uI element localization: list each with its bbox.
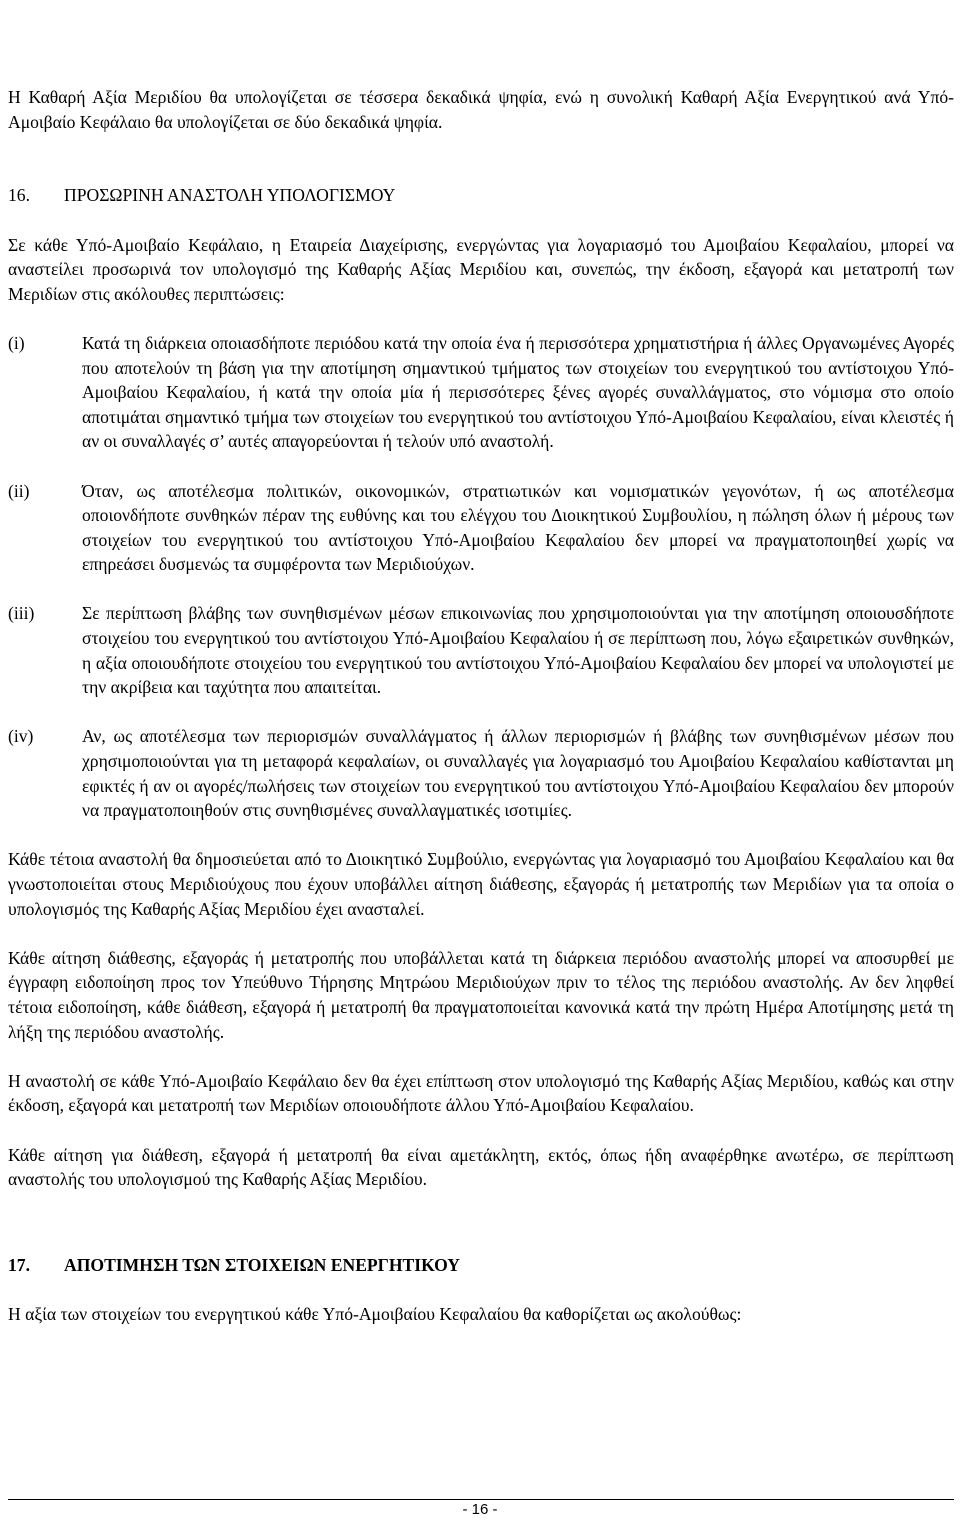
spacer <box>8 134 954 183</box>
list-item-i <box>8 331 954 454</box>
spacer <box>8 208 954 233</box>
section-17-title: ΑΠΟΤΙΜΗΣΗ ΤΩΝ ΣΤΟΙΧΕΙΩΝ ΕΝΕΡΓΗΤΙΚΟΥ <box>64 1254 461 1275</box>
withdrawal-paragraph: Κάθε αίτηση διάθεσης, εξαγοράς ή μετατροπής που υποβάλλεται κατά τη διάρκεια περιόδου αναστολής μπορεί να αποσυρθεί με έγγραφη ειδοποίηση προς τον Υπεύθυνο Τήρησης Μητρώου Μεριδιούχων πριν το τέλος της περιόδου αναστολής. Αν δεν ληφθεί τέτοια ειδοποίηση, κάθε διάθεση, εξαγορά ή μετατροπή θα πραγματοποιείται κανονικά κατά την πρώτη Ημέρα Αποτίμησης μετά τη λήξη της περιόδου αναστολής. <box>8 947 954 1042</box>
list-item-label: (iv) <box>8 726 34 747</box>
list-item-text: Σε περίπτωση βλάβης των συνηθισμένων μέσων επικοινωνίας που χρησιμοποιούνται για την αποτίμηση οποιουσδήποτε στοιχείου του ενεργητικού του αντίστοιχου Υπό-Αμοιβαίου Κεφαλαίου ή σε περίπτωση που, λόγω εξαιρετικών συνθηκών, η αξία οποιουδήποτε στοιχείου του ενεργητικού του αντίστοιχου Υπό-Αμοιβαίου Κεφαλαίου δεν μπορεί να υπολογιστεί με την ακρίβεια και ταχύτητα που απαιτείται. <box>82 603 954 698</box>
list-item-label: (ii) <box>8 480 30 501</box>
list-item-text: Κατά τη διάρκεια οποιασδήποτε περιόδου κατά την οποία ένα ή περισσότερα χρηματιστήρια ή άλλες Οργανωμένες Αγορές που αποτελούν τη βάση για την αποτίμηση σημαντικού τμήματος των στοιχείων του ενεργητικού του αντίστοιχου Υπό-Αμοιβαίου Κεφαλαίου, ή κατά την οποία μία ή περισσότερες ξένες αγορές συναλλάγματος, στο νόμισμα στο οποίο αποτιμάται σημαντικό τμήμα των στοιχείων του ενεργητικού του αντίστοιχου Υπό-Αμοιβαίου Κεφαλαίου, είναι κλειστές ή αν οι συναλλαγές σ’ αυτές απαγορεύονται ή τελούν υπό αναστολή. <box>82 332 954 452</box>
list-item-iii <box>8 601 954 699</box>
section-17-heading <box>8 1253 954 1278</box>
section-16-heading <box>8 183 954 208</box>
list-item-text: Αν, ως αποτέλεσμα των περιορισμών συναλλάγματος ή άλλων περιορισμών ή βλάβης των συνηθισμένων μέσων που χρησιμοποιούνται για τη μεταφορά κεφαλαίων, οι συναλλαγές για λογαριασμό του Αμοιβαίου Κεφαλαίου καθίστανται μη εφικτές ή αν οι αγορές/πωλήσεις των στοιχείων του ενεργητικού του αντίστοιχου Υπό-Αμοιβαίου Κεφαλαίου δεν μπορούν να πραγματοποιηθούν στις συνηθισμένες συναλλαγματικές ισοτιμίες. <box>82 726 954 821</box>
page-number: - 16 - <box>462 1501 498 1518</box>
section-16-number: 16. <box>8 185 30 206</box>
list-item-iv <box>8 724 954 822</box>
other-subfunds-paragraph: Η αναστολή σε κάθε Υπό-Αμοιβαίο Κεφάλαιο δεν θα έχει επίπτωση στον υπολογισμό της Καθαρής Αξίας Μεριδίου, καθώς και στην έκδοση, εξαγορά και μετατροπή των Μεριδίων οποιουδήποτε άλλου Υπό-Αμοιβαίου Κεφαλαίου. <box>8 1070 954 1116</box>
list-item-label: (iii) <box>8 603 35 624</box>
section-17-lead-paragraph: Η αξία των στοιχείων του ενεργητικού κάθε Υπό-Αμοιβαίου Κεφαλαίου θα καθορίζεται ως ακολούθως: <box>8 1304 742 1325</box>
document-page <box>8 0 954 1327</box>
list-item-text: Όταν, ως αποτέλεσμα πολιτικών, οικονομικών, στρατιωτικών και νομισματικών γεγονότων, ή ως αποτέλεσμα οποιονδήποτε συνθηκών πέραν της ευθύνης και του ελέγχου του Διοικητικού Συμβουλίου, η πώληση όλων ή μέρους των στοιχείων του ενεργητικού του αντίστοιχου Υπό-Αμοιβαίου Κεφαλαίου δεν μπορεί να πραγματοποιηθεί χωρίς να επηρεάσει δυσμενώς τα συμφέροντα των Μεριδιούχων. <box>82 480 954 575</box>
spacer <box>8 1192 954 1241</box>
spacer <box>8 577 954 602</box>
list-item-label: (i) <box>8 332 25 353</box>
section-16-lead-paragraph: Σε κάθε Υπό-Αμοιβαίο Κεφάλαιο, η Εταιρεία Διαχείρισης, ενεργώντας για λογαριασμό του Αμοιβαίου Κεφαλαίου, μπορεί να αναστείλει προσωρινά τον υπολογισμό της Καθαρής Αξίας Μεριδίου και, συνεπώς, την έκδοση, εξαγορά και μετατροπή των Μεριδίων στις ακόλουθες περιπτώσεις: <box>8 234 954 304</box>
irrevocable-paragraph: Κάθε αίτηση για διάθεση, εξαγορά ή μετατροπή θα είναι αμετάκλητη, εκτός, όπως ήδη αναφέρθηκε ανωτέρω, σε περίπτωση αναστολής του υπολογισμού της Καθαρής Αξίας Μεριδίου. <box>8 1144 954 1190</box>
spacer <box>8 823 954 848</box>
spacer <box>8 1278 954 1303</box>
spacer <box>8 1044 954 1069</box>
spacer <box>8 306 954 331</box>
suspension-publication-paragraph: Κάθε τέτοια αναστολή θα δημοσιεύεται από το Διοικητικό Συμβούλιο, ενεργώντας για λογαριασμό του Αμοιβαίου Κεφαλαίου και θα γνωστοποιείται στους Μεριδιούχους που έχουν υποβάλλει αίτηση διάθεσης, εξαγοράς ή μετατροπής των Μεριδίων για τα οποία ο υπολογισμός της Καθαρής Αξίας Μεριδίου έχει ανασταλεί. <box>8 849 954 919</box>
spacer <box>8 454 954 479</box>
list-item-ii <box>8 479 954 577</box>
spacer <box>8 921 954 946</box>
spacer <box>8 700 954 725</box>
spacer <box>8 1241 954 1253</box>
section-16-title: ΠΡΟΣΩΡΙΝΗ ΑΝΑΣΤΟΛΗ ΥΠΟΛΟΓΙΣΜΟΥ <box>64 185 396 206</box>
spacer <box>8 1118 954 1143</box>
intro-paragraph: Η Καθαρή Αξία Μεριδίου θα υπολογίζεται σε τέσσερα δεκαδικά ψηφία, ενώ η συνολική Καθαρή Αξία Ενεργητικού ανά Υπό-Αμοιβαίο Κεφάλαιο θα υπολογίζεται σε δύο δεκαδικά ψηφία. <box>8 87 954 132</box>
section-17-number: 17. <box>8 1254 30 1275</box>
